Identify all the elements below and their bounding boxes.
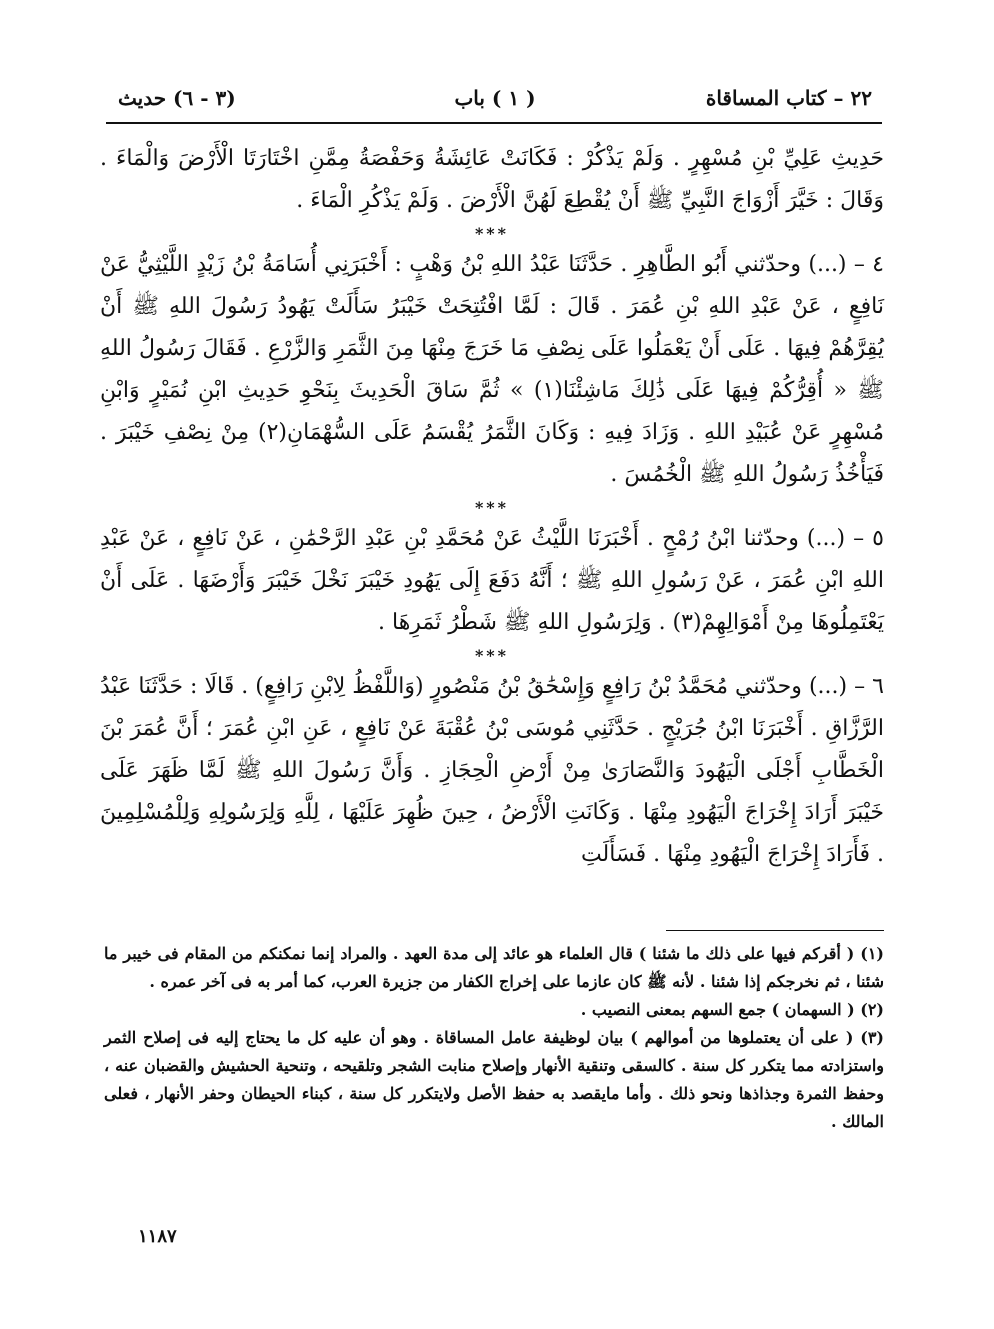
footnote-3: (٣) ( على أن يعتملوها من أموالهم ) بيان لوظيفة عامل المساقاة . وهو أن عليه كل ما يحتاج إليه فى إصلاح الثمر واستزادته مما يتكرر كل سنة . كالسقى وتنقية الأنهار وإصلاح منابت الشجر وتلقيحه ، وتنحية الحشيش والقضبان عنه ، وحفظ الثمرة وجذاذها ونحو ذلك . وأما مايقصد به حفظ الأصل ولايتكرر كل سنة ، كبناء الحيطان وحفر الأنهار ، فعلى المالك . xyxy=(104,1028,884,1131)
header-chapter: ( ١ ) باب xyxy=(454,86,536,110)
header-divider xyxy=(106,122,882,124)
header-hadith-range: (٣ - ٦) حديث xyxy=(118,86,236,110)
footnote-1: (١) ( أقركم فيها على ذلك ما شئنا ) قال العلماء هو عائد إلى مدة العهد . والمراد إنما نمكنكم من المقام فى خيبر ما شئنا ، ثم نخرجكم إذا شئنا . لأنه ﷺ كان عازما على إخراج الكفار من جزيرة العرب، كما أمر به فى آخر عمره . xyxy=(104,944,884,991)
running-header xyxy=(118,80,872,124)
text-section-hadith-6 xyxy=(100,666,884,876)
footnote-divider xyxy=(666,930,884,931)
section-separator: *** xyxy=(474,498,510,517)
text-section-hadith-5 xyxy=(100,518,884,666)
paragraph: ٤ – (...) وحدّثني أَبُو الطَّاهِرِ . حَدَّثَنَا عَبْدُ اللهِ بْنُ وَهْبٍ : أَخْبَرَنِي أُسَامَةُ بْنُ زَيْدٍ اللَّيْثِيُّ عَنْ نَافِعٍ ، عَنْ عَبْدِ اللهِ بْنِ عُمَرَ . قَالَ : لَمَّا افْتُتِحَتْ خَيْبَرُ سَأَلَتْ يَهُودُ رَسُولَ اللهِ ﷺ أَنْ يُقِرَّهُمْ فِيهَا . عَلَى أَنْ يَعْمَلُوا عَلَى نِصْفِ مَا خَرَجَ مِنْهَا مِنَ الثَّمَرِ وَالزَّرْعِ . فَقَالَ رَسُولُ اللهِ ﷺ « أُقِرُّكُمْ فِيهَا عَلَى ذَٰلِكَ مَاشِئْنَا(١) » ثُمَّ سَاقَ الْحَدِيثَ بِنَحْوِ حَدِيثِ ابْنِ نُمَيْرٍ وَابْنِ مُسْهِرٍ عَنْ عُبَيْدِ اللهِ . وَزَادَ فِيهِ : وَكَانَ الثَّمَرُ يُقْسَمُ عَلَى السُّهْمَانِ(٢) مِنْ نِصْفِ خَيْبَرَ . فَيَأْخُذُ رَسُولُ اللهِ ﷺ الْخُمُسَ . xyxy=(100,252,884,487)
page-number: ١١٨٧ xyxy=(138,1226,177,1247)
paragraph: ٥ – (...) وحدّثنا ابْنُ رُمْحٍ . أَخْبَرَنَا اللَّيْثُ عَنْ مُحَمَّدِ بْنِ عَبْدِ الرَّحْمَٰنِ ، عَنْ نَافِعٍ ، عَنْ عَبْدِ اللهِ ابْنِ عُمَرَ ، عَنْ رَسُولِ اللهِ ﷺ ؛ أَنَّهُ دَفَعَ إِلَى يَهُودِ خَيْبَرَ نَخْلَ خَيْبَرَ وَأَرْضَهَا . عَلَى أَنْ يَعْتَمِلُوهَا مِنْ أَمْوَالِهِمْ(٣) . وَلِرَسُولِ اللهِ ﷺ شَطْرُ ثَمَرِهَا . xyxy=(100,526,884,635)
text-section-continuation xyxy=(100,138,884,244)
section-separator: *** xyxy=(474,646,510,665)
main-text xyxy=(100,138,884,876)
header-book-title: ٢٢ – كتاب المساقاة xyxy=(705,86,872,110)
footnote-2: (٢) ( السهمان ) جمع السهم بمعنى النصيب . xyxy=(580,1000,884,1019)
paragraph: ٦ – (...) وحدّثني مُحَمَّدُ بْنُ رَافِعٍ وَإِسْحَٰقُ بْنُ مَنْصُورٍ (وَاللَّفْظُ لِابْنِ رَافِعٍ) . قَالَا : حَدَّثَنَا عَبْدُ الرَّزَّاقِ . أَخْبَرَنَا ابْنُ جُرَيْجٍ . حَدَّثَنِي مُوسَى بْنُ عُقْبَةَ عَنْ نَافِعٍ ، عَنِ ابْنِ عُمَرَ ؛ أَنَّ عُمَرَ بْنَ الْخَطَّابِ أَجْلَى الْيَهُودَ وَالنَّصَارَىٰ مِنْ أَرْضِ الْحِجَازِ . وَأَنَّ رَسُولَ اللهِ ﷺ لَمَّا ظَهَرَ عَلَى خَيْبَرَ أَرَادَ إِخْرَاجَ الْيَهُودِ مِنْهَا . وَكَانَتِ الْأَرْضُ ، حِينَ ظُهِرَ عَلَيْهَا ، لِلَّهِ وَلِرَسُولِهِ وَلِلْمُسْلِمِينَ . فَأَرَادَ إِخْرَاجَ الْيَهُودِ مِنْهَا . فَسَأَلَتِ xyxy=(100,674,884,867)
section-separator: *** xyxy=(474,224,510,243)
footnotes xyxy=(104,940,884,1136)
paragraph: حَدِيثِ عَلِيِّ بْنِ مُسْهِرٍ . وَلَمْ يَذْكُرْ : فَكَانَتْ عَائِشَةُ وَحَفْصَةُ مِمَّنِ اخْتَارَتَا الْأَرْضَ وَالْمَاءَ . وَقَالَ : خَيَّرَ أَزْوَاجَ النَّبِيِّ ﷺ أَنْ يُقْطِعَ لَهُنَّ الْأَرْضَ . وَلَمْ يَذْكُرِ الْمَاءَ . xyxy=(100,146,884,213)
text-section-hadith-4 xyxy=(100,244,884,518)
